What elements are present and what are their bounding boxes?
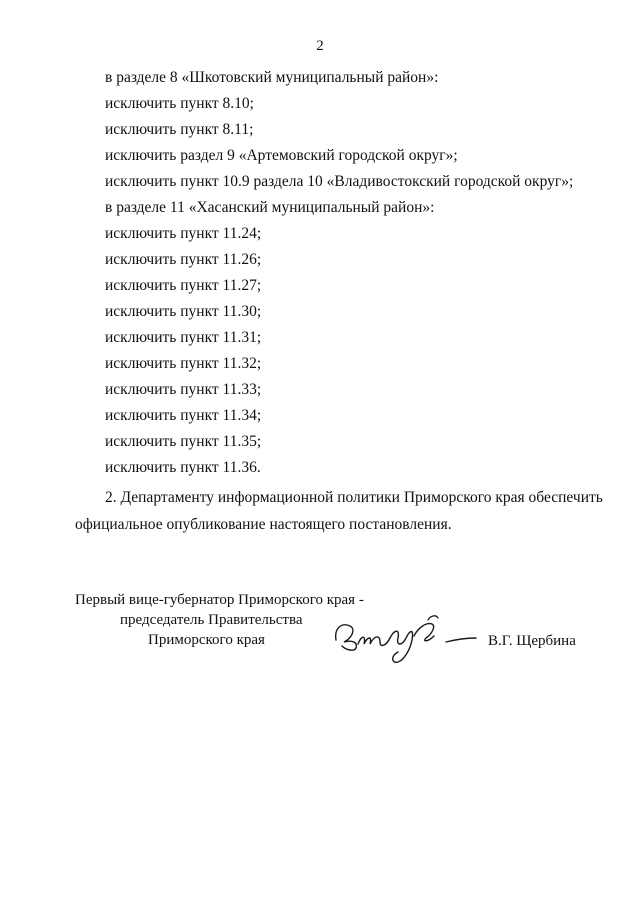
list-item: исключить пункт 11.32; [105, 355, 262, 372]
list-item: исключить пункт 11.36. [105, 459, 261, 476]
list-item: исключить пункт 11.26; [105, 251, 262, 268]
list-item: исключить пункт 10.9 раздела 10 «Владивостокский городской округ»; [105, 173, 574, 190]
signatory-name: В.Г. Щербина [488, 633, 576, 649]
page-number: 2 [316, 38, 324, 54]
paragraph-2-line-2: официальное опубликование настоящего постановления. [75, 516, 452, 533]
list-item: исключить пункт 11.24; [105, 225, 262, 242]
handwritten-signature [328, 602, 478, 664]
list-item: исключить пункт 11.35; [105, 433, 262, 450]
list-item: исключить раздел 9 «Артемовский городской округ»; [105, 147, 458, 164]
signatory-title-line-2: председатель Правительства [120, 612, 303, 628]
list-item: исключить пункт 11.30; [105, 303, 262, 320]
signatory-title-line-3: Приморского края [148, 632, 265, 648]
list-item: исключить пункт 11.34; [105, 407, 262, 424]
paragraph-2-line-1: 2. Департаменту информационной политики Приморского края обеспечить [105, 489, 603, 506]
list-item: исключить пункт 8.11; [105, 121, 254, 138]
list-item: исключить пункт 11.31; [105, 329, 262, 346]
list-item: в разделе 11 «Хасанский муниципальный район»: [105, 199, 435, 216]
list-item: исключить пункт 11.27; [105, 277, 262, 294]
list-item: исключить пункт 11.33; [105, 381, 262, 398]
list-item: исключить пункт 8.10; [105, 95, 254, 112]
signatory-title-line-1: Первый вице-губернатор Приморского края - [75, 592, 364, 608]
signature-block [0, 590, 640, 670]
list-item: в разделе 8 «Шкотовский муниципальный район»: [105, 69, 439, 86]
